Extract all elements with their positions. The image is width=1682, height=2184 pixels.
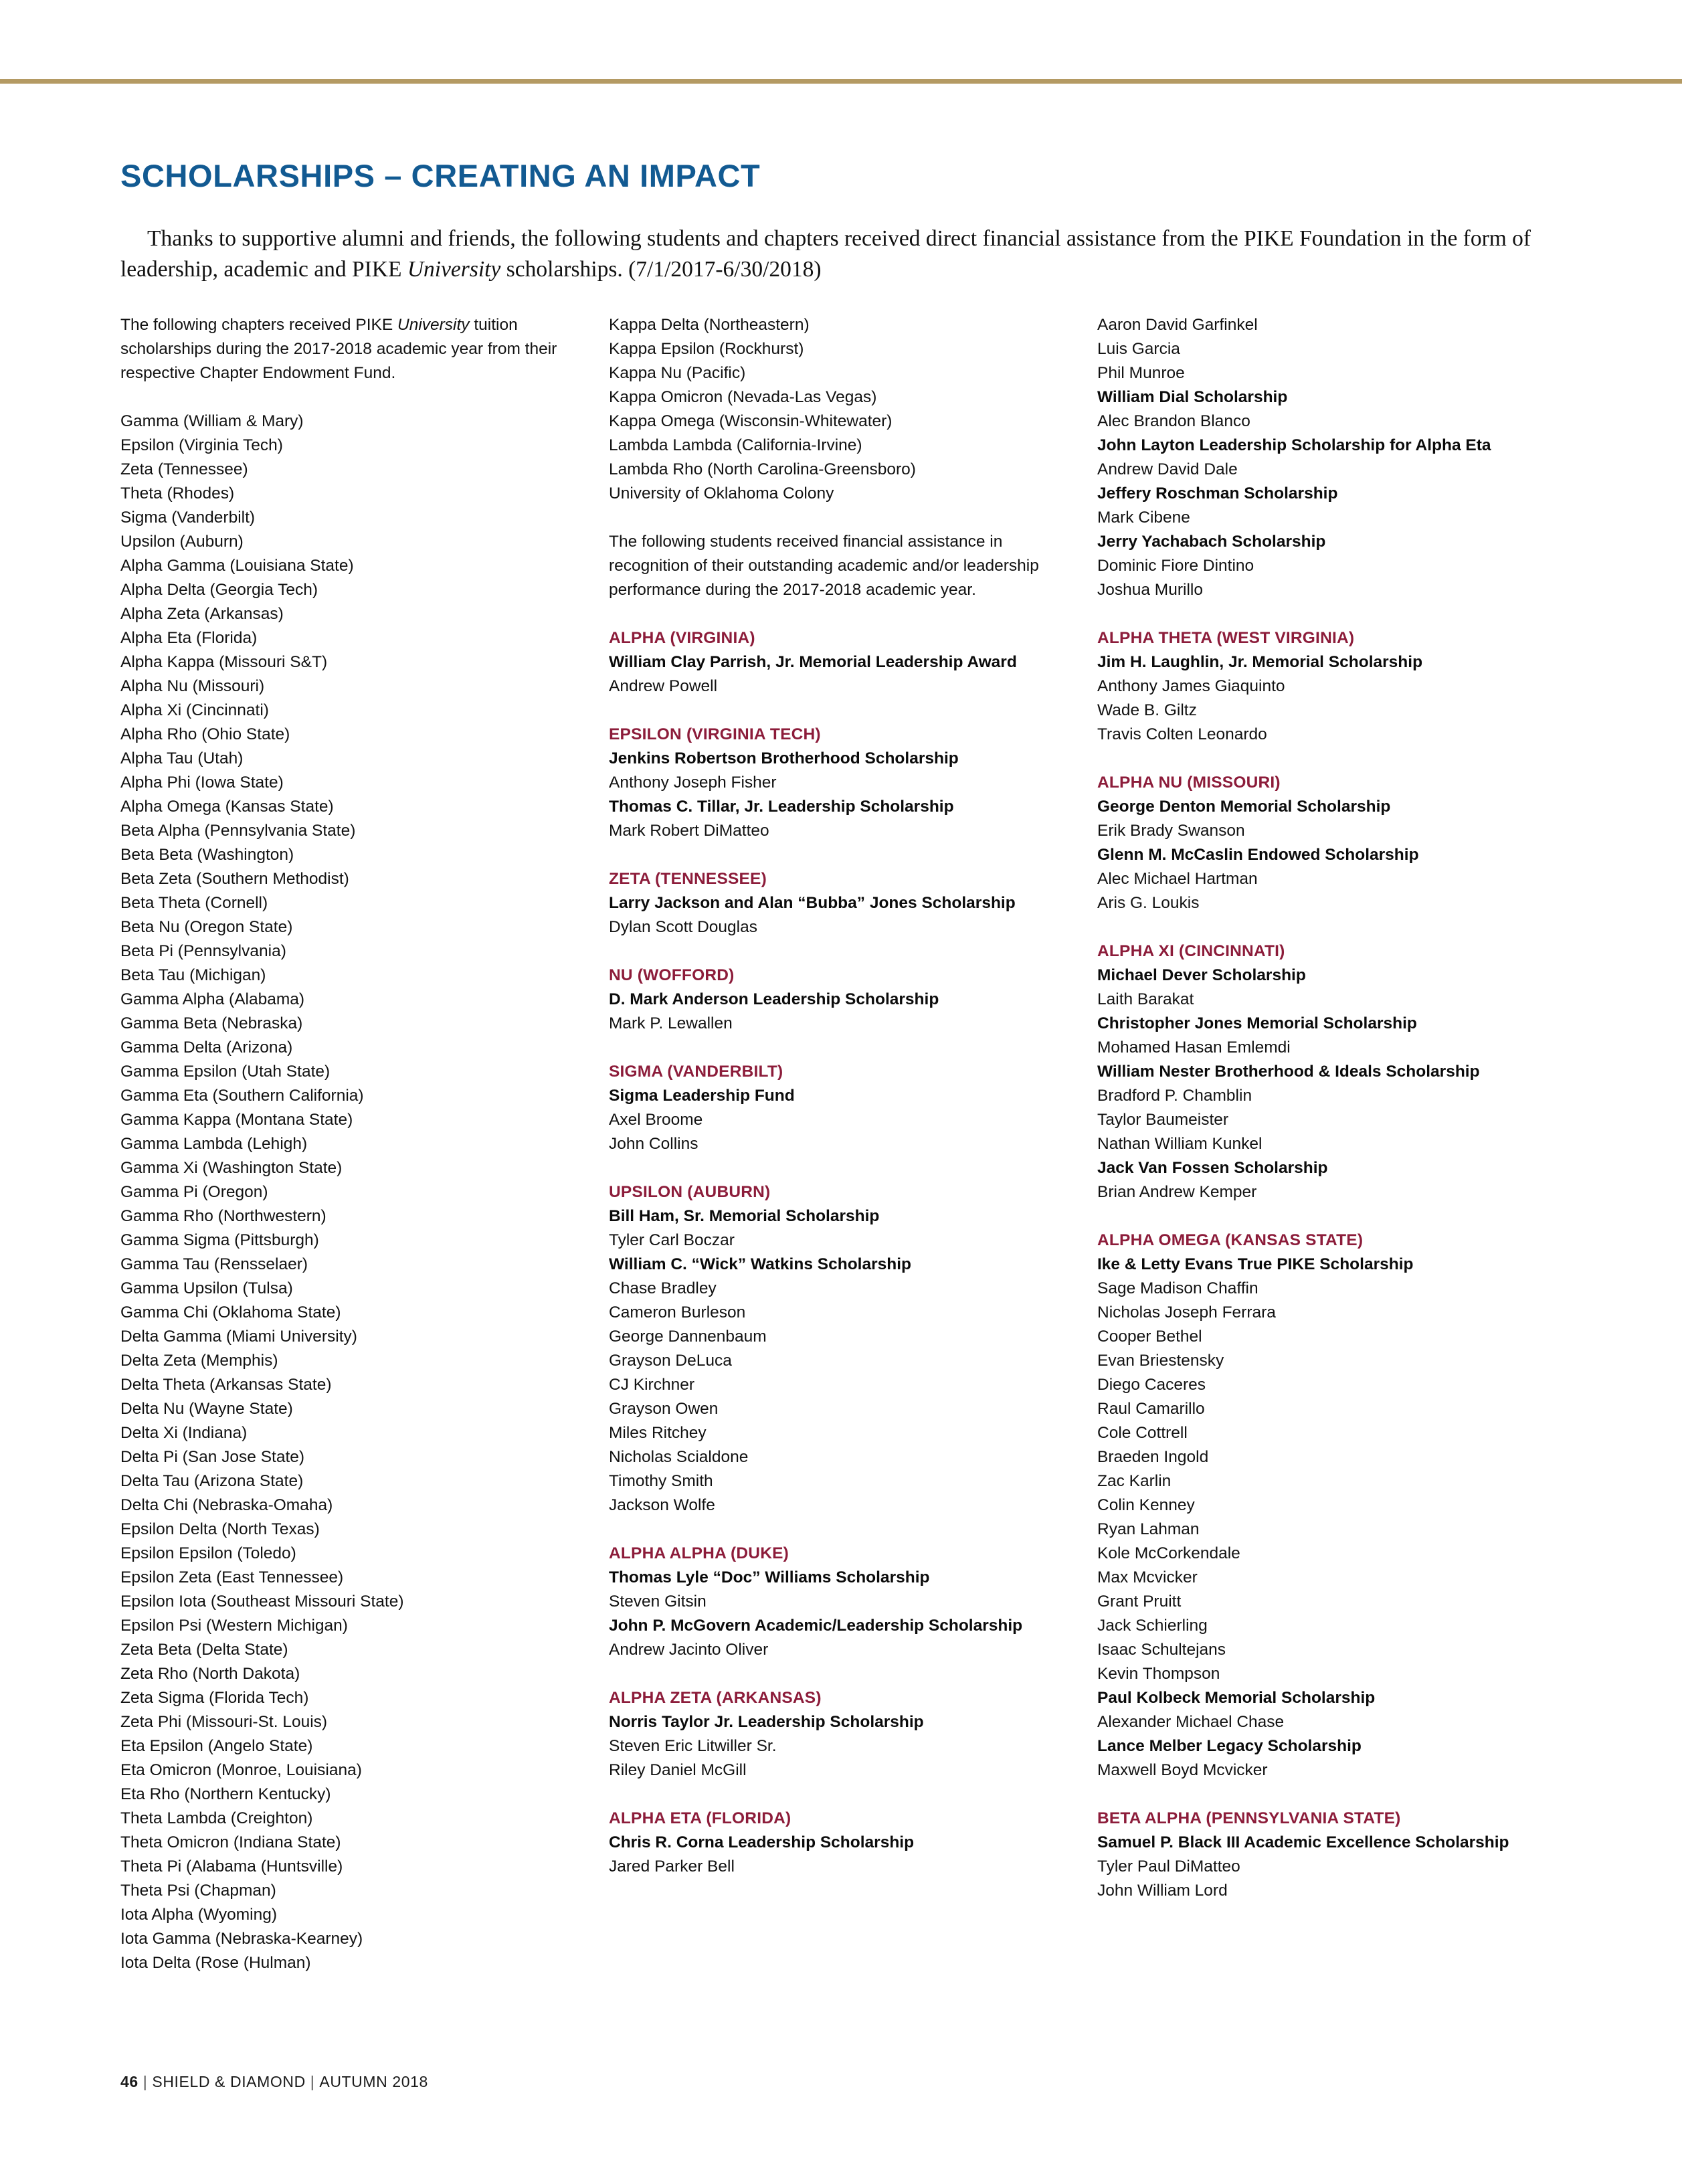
scholarship-name: John Layton Leadership Scholarship for Alpha Eta (1097, 436, 1491, 454)
recipient-name: Steven Gitsin (609, 1592, 707, 1611)
scholarship-name: Thomas Lyle “Doc” Williams Scholarship (609, 1568, 930, 1586)
chapter-list-item: Alpha Omega (Kansas State) (120, 798, 334, 816)
chapter-section-heading: ALPHA ETA (FLORIDA) (609, 1809, 791, 1827)
recipient-name: Grayson Owen (609, 1400, 719, 1418)
recipient-name: Bradford P. Chamblin (1097, 1087, 1252, 1105)
lead-part2: tuition scholarships during the 2017-2018 academic year from their respective Chapter Endowment Fund. (120, 316, 557, 382)
recipient-name: Cooper Bethel (1097, 1328, 1202, 1346)
chapter-list-item: Sigma (Vanderbilt) (120, 509, 256, 527)
chapter-list-item: Gamma Sigma (Pittsburgh) (120, 1231, 319, 1249)
recipient-name: Zac Karlin (1097, 1472, 1172, 1490)
chapter-list-item: Gamma Pi (Oregon) (120, 1183, 268, 1201)
recipient-name: Isaac Schultejans (1097, 1641, 1226, 1659)
recipient-name: Max Mcvicker (1097, 1568, 1198, 1586)
chapter-list-item: Iota Gamma (Nebraska-Kearney) (120, 1930, 363, 1948)
column-three (1097, 313, 1566, 1975)
chapter-section-heading: SIGMA (VANDERBILT) (609, 1063, 783, 1081)
chapter-list-item: Gamma Chi (Oklahoma State) (120, 1303, 341, 1322)
chapter-list-item: Iota Alpha (Wyoming) (120, 1906, 277, 1924)
chapter-scholarship-section (1097, 1228, 1566, 1783)
spacer (609, 1783, 1077, 1807)
chapter-list-item: Beta Tau (Michigan) (120, 966, 266, 984)
recipient-name: Miles Ritchey (609, 1424, 707, 1442)
recipient-name: Aaron David Garfinkel (1097, 316, 1258, 334)
chapter-list-item: Delta Chi (Nebraska-Omaha) (120, 1496, 333, 1514)
spacer (609, 602, 1077, 626)
chapter-list-item: Gamma (William & Mary) (120, 412, 304, 430)
spacer (1097, 1783, 1566, 1807)
chapter-list-item: Beta Beta (Washington) (120, 846, 294, 864)
recipient-name: Anthony James Giaquinto (1097, 677, 1285, 695)
chapter-list-item: Epsilon Iota (Southeast Missouri State) (120, 1592, 404, 1611)
intro-text-part2: scholarships. (7/1/2017-6/30/2018) (500, 256, 822, 282)
chapter-list-item: Beta Nu (Oregon State) (120, 918, 293, 936)
scholarship-name: Jack Van Fossen Scholarship (1097, 1159, 1328, 1177)
students-lead-paragraph: The following students received financial assistance in recognition of their outstanding academic and/or leadership performance during the 2017-2018 academic year. (609, 533, 1039, 599)
chapter-list-item: Epsilon Delta (North Texas) (120, 1520, 320, 1538)
recipient-name: Alexander Michael Chase (1097, 1713, 1285, 1731)
chapter-list-item: Delta Theta (Arkansas State) (120, 1376, 332, 1394)
chapter-list-item: Alpha Gamma (Louisiana State) (120, 557, 354, 575)
intro-text-part1: Thanks to supportive alumni and friends, the following students and chapters received direct financial assistance from the PIKE Foundation in the form of leadership, academic and PIKE (120, 225, 1531, 282)
scholarship-entries-continued (1097, 313, 1566, 602)
scholarship-name: Norris Taylor Jr. Leadership Scholarship (609, 1713, 924, 1731)
chapter-list (120, 410, 589, 1975)
recipient-name: Wade B. Giltz (1097, 701, 1197, 719)
chapter-list-item: Alpha Delta (Georgia Tech) (120, 581, 318, 599)
chapter-list-item: Theta (Rhodes) (120, 484, 235, 503)
recipient-name: Phil Munroe (1097, 364, 1185, 382)
recipient-name: Anthony Joseph Fisher (609, 774, 777, 792)
scholarship-name: Glenn M. McCaslin Endowed Scholarship (1097, 846, 1419, 864)
chapter-list-item: Theta Lambda (Creighton) (120, 1809, 313, 1827)
recipient-name: Raul Camarillo (1097, 1400, 1205, 1418)
chapter-list-item: Alpha Rho (Ohio State) (120, 725, 290, 743)
chapter-list-item: Gamma Upsilon (Tulsa) (120, 1279, 293, 1297)
scholarship-name: Chris R. Corna Leadership Scholarship (609, 1833, 915, 1851)
chapter-list-item: Kappa Omega (Wisconsin-Whitewater) (609, 412, 893, 430)
chapter-list-item: Alpha Kappa (Missouri S&T) (120, 653, 328, 671)
page-footer (120, 2073, 428, 2091)
spacer (1097, 602, 1566, 626)
recipient-name: Nathan William Kunkel (1097, 1135, 1263, 1153)
top-accent-rule (0, 79, 1682, 84)
scholarship-name: D. Mark Anderson Leadership Scholarship (609, 990, 939, 1008)
scholarship-name: Sigma Leadership Fund (609, 1087, 795, 1105)
lead-italic-university: University (397, 316, 470, 334)
recipient-name: Cole Cottrell (1097, 1424, 1188, 1442)
chapter-section-heading: BETA ALPHA (PENNSYLVANIA STATE) (1097, 1809, 1401, 1827)
scholarship-name: Michael Dever Scholarship (1097, 966, 1306, 984)
three-column-body (120, 313, 1566, 1975)
recipient-name: CJ Kirchner (609, 1376, 694, 1394)
scholarship-name: Jim H. Laughlin, Jr. Memorial Scholarship (1097, 653, 1423, 671)
recipient-name: Nicholas Joseph Ferrara (1097, 1303, 1276, 1322)
scholarship-name: Jerry Yachabach Scholarship (1097, 533, 1326, 551)
chapter-scholarship-section (609, 1180, 1077, 1518)
recipient-name: Erik Brady Swanson (1097, 822, 1245, 840)
recipient-name: Chase Bradley (609, 1279, 717, 1297)
recipient-name: Grant Pruitt (1097, 1592, 1182, 1611)
scholarship-name: Jeffery Roschman Scholarship (1097, 484, 1338, 503)
recipient-name: Nicholas Scialdone (609, 1448, 749, 1466)
chapter-list-item: Gamma Epsilon (Utah State) (120, 1063, 331, 1081)
chapter-list-item: Gamma Beta (Nebraska) (120, 1014, 303, 1032)
spacer (609, 1662, 1077, 1686)
recipient-name: John William Lord (1097, 1882, 1228, 1900)
chapter-section-heading: ALPHA ALPHA (DUKE) (609, 1544, 789, 1562)
chapter-scholarship-section (609, 1542, 1077, 1662)
chapter-list-item: Theta Psi (Chapman) (120, 1882, 276, 1900)
chapter-scholarship-section (609, 867, 1077, 939)
chapter-list-item: Epsilon Zeta (East Tennessee) (120, 1568, 344, 1586)
chapter-list-item: Alpha Nu (Missouri) (120, 677, 265, 695)
recipient-name: Tyler Paul DiMatteo (1097, 1857, 1240, 1876)
recipient-name: Tyler Carl Boczar (609, 1231, 735, 1249)
chapter-list-item: Gamma Xi (Washington State) (120, 1159, 343, 1177)
recipient-name: Travis Colten Leonardo (1097, 725, 1267, 743)
recipient-name: Axel Broome (609, 1111, 703, 1129)
chapter-list-item: Kappa Delta (Northeastern) (609, 316, 810, 334)
chapter-list-item: Gamma Alpha (Alabama) (120, 990, 305, 1008)
chapter-scholarship-section (1097, 771, 1566, 915)
chapter-scholarship-section (609, 1060, 1077, 1156)
spacer (609, 506, 1077, 530)
chapter-list-item: Delta Pi (San Jose State) (120, 1448, 305, 1466)
chapter-scholarship-section (609, 1807, 1077, 1879)
footer-publication-name: SHIELD & DIAMOND (152, 2073, 306, 2090)
recipient-name: Braeden Ingold (1097, 1448, 1209, 1466)
chapter-list-item: University of Oklahoma Colony (609, 484, 834, 503)
chapter-section-heading: ALPHA THETA (WEST VIRGINIA) (1097, 629, 1355, 647)
chapter-scholarship-section (1097, 626, 1566, 747)
chapter-list-item: Kappa Nu (Pacific) (609, 364, 746, 382)
chapter-list-item: Gamma Lambda (Lehigh) (120, 1135, 308, 1153)
recipient-name: Andrew Powell (609, 677, 718, 695)
chapter-scholarship-section (609, 964, 1077, 1036)
scholarship-name: William Nester Brotherhood & Ideals Scholarship (1097, 1063, 1480, 1081)
column-one (120, 313, 589, 1975)
scholarship-name: William C. “Wick” Watkins Scholarship (609, 1255, 911, 1273)
spacer (1097, 915, 1566, 939)
chapter-list-item: Delta Xi (Indiana) (120, 1424, 248, 1442)
recipient-name: Dylan Scott Douglas (609, 918, 757, 936)
scholarship-name: Thomas C. Tillar, Jr. Leadership Scholarship (609, 798, 954, 816)
lead-part1: The following chapters received PIKE (120, 316, 397, 334)
chapter-scholarship-section (609, 626, 1077, 699)
recipient-name: Sage Madison Chaffin (1097, 1279, 1258, 1297)
recipient-name: Riley Daniel McGill (609, 1761, 747, 1779)
recipient-name: George Dannenbaum (609, 1328, 767, 1346)
footer-issue: AUTUMN 2018 (319, 2073, 428, 2090)
recipient-name: Mark P. Lewallen (609, 1014, 733, 1032)
spacer (609, 1036, 1077, 1060)
chapter-list-item: Zeta (Tennessee) (120, 460, 248, 478)
recipient-name: Kole McCorkendale (1097, 1544, 1240, 1562)
recipient-name: Dominic Fiore Dintino (1097, 557, 1254, 575)
chapter-list-item: Lambda Rho (North Carolina-Greensboro) (609, 460, 916, 478)
chapter-list-item: Epsilon Epsilon (Toledo) (120, 1544, 296, 1562)
chapter-scholarship-section (609, 723, 1077, 843)
recipient-name: Mark Cibene (1097, 509, 1190, 527)
spacer (609, 1518, 1077, 1542)
intro-italic-university: University (407, 256, 501, 282)
chapter-list-item: Alpha Tau (Utah) (120, 749, 244, 767)
recipient-name: Andrew Jacinto Oliver (609, 1641, 769, 1659)
chapter-list-item: Gamma Tau (Rensselaer) (120, 1255, 308, 1273)
footer-separator-2: | (310, 2073, 315, 2090)
recipient-name: Luis Garcia (1097, 340, 1180, 358)
chapter-scholarship-section (609, 1686, 1077, 1783)
recipient-name: John Collins (609, 1135, 698, 1153)
chapter-list-continued (609, 313, 1077, 506)
scholarship-name: Ike & Letty Evans True PIKE Scholarship (1097, 1255, 1414, 1273)
recipient-name: Jackson Wolfe (609, 1496, 715, 1514)
scholarship-name: William Dial Scholarship (1097, 388, 1288, 406)
column-two (609, 313, 1077, 1975)
chapter-list-item: Epsilon (Virginia Tech) (120, 436, 283, 454)
recipient-name: Ryan Lahman (1097, 1520, 1200, 1538)
recipient-name: Brian Andrew Kemper (1097, 1183, 1257, 1201)
recipient-name: Cameron Burleson (609, 1303, 746, 1322)
chapter-list-item: Delta Gamma (Miami University) (120, 1328, 357, 1346)
chapter-list-item: Gamma Eta (Southern California) (120, 1087, 364, 1105)
chapter-list-item: Theta Omicron (Indiana State) (120, 1833, 341, 1851)
scholarship-sections (609, 602, 1077, 1879)
chapter-list-item: Gamma Kappa (Montana State) (120, 1111, 353, 1129)
chapter-list-item: Kappa Omicron (Nevada-Las Vegas) (609, 388, 877, 406)
recipient-name: Laith Barakat (1097, 990, 1194, 1008)
chapter-list-item: Zeta Beta (Delta State) (120, 1641, 288, 1659)
scholarship-name: Jenkins Robertson Brotherhood Scholarship (609, 749, 959, 767)
recipient-name: Evan Briestensky (1097, 1352, 1224, 1370)
chapter-list-item: Gamma Delta (Arizona) (120, 1038, 293, 1057)
chapter-list-item: Beta Theta (Cornell) (120, 894, 268, 912)
chapter-list-item: Theta Pi (Alabama (Huntsville) (120, 1857, 343, 1876)
recipient-name: Alec Michael Hartman (1097, 870, 1258, 888)
footer-separator-1: | (143, 2073, 148, 2090)
scholarship-name: Bill Ham, Sr. Memorial Scholarship (609, 1207, 880, 1225)
scholarship-name: Larry Jackson and Alan “Bubba” Jones Scholarship (609, 894, 1016, 912)
recipient-name: Grayson DeLuca (609, 1352, 732, 1370)
recipient-name: Alec Brandon Blanco (1097, 412, 1250, 430)
scholarship-sections (1097, 602, 1566, 1903)
chapter-list-item: Lambda Lambda (California-Irvine) (609, 436, 862, 454)
recipient-name: Jack Schierling (1097, 1617, 1208, 1635)
chapter-list-item: Delta Zeta (Memphis) (120, 1352, 278, 1370)
chapter-list-item: Beta Alpha (Pennsylvania State) (120, 822, 356, 840)
scholarship-name: Paul Kolbeck Memorial Scholarship (1097, 1689, 1376, 1707)
chapter-list-item: Kappa Epsilon (Rockhurst) (609, 340, 804, 358)
spacer (609, 699, 1077, 723)
chapter-section-heading: ALPHA XI (CINCINNATI) (1097, 942, 1285, 960)
recipient-name: Mark Robert DiMatteo (609, 822, 769, 840)
recipient-name: Steven Eric Litwiller Sr. (609, 1737, 777, 1755)
chapter-scholarship-section (1097, 1807, 1566, 1903)
chapter-list-item: Alpha Phi (Iowa State) (120, 774, 284, 792)
chapter-list-item: Epsilon Psi (Western Michigan) (120, 1617, 348, 1635)
recipient-name: Colin Kenney (1097, 1496, 1195, 1514)
scholarship-name: John P. McGovern Academic/Leadership Scholarship (609, 1617, 1023, 1635)
chapter-section-heading: ALPHA OMEGA (KANSAS STATE) (1097, 1231, 1364, 1249)
recipient-name: Andrew David Dale (1097, 460, 1238, 478)
chapter-section-heading: EPSILON (VIRGINIA TECH) (609, 725, 821, 743)
chapter-list-item: Iota Delta (Rose (Hulman) (120, 1954, 311, 1972)
chapter-list-item: Eta Omicron (Monroe, Louisiana) (120, 1761, 362, 1779)
scholarship-name: Samuel P. Black III Academic Excellence Scholarship (1097, 1833, 1509, 1851)
recipient-name: Timothy Smith (609, 1472, 713, 1490)
chapter-list-item: Alpha Zeta (Arkansas) (120, 605, 284, 623)
spacer (609, 1156, 1077, 1180)
recipient-name: Diego Caceres (1097, 1376, 1206, 1394)
chapter-list-item: Zeta Sigma (Florida Tech) (120, 1689, 309, 1707)
intro-paragraph (120, 223, 1566, 285)
recipient-name: Joshua Murillo (1097, 581, 1203, 599)
chapter-list-item: Alpha Xi (Cincinnati) (120, 701, 269, 719)
chapter-scholarship-section (1097, 939, 1566, 1204)
chapter-list-item: Zeta Phi (Missouri-St. Louis) (120, 1713, 328, 1731)
chapter-list-item: Beta Pi (Pennsylvania) (120, 942, 286, 960)
recipient-name: Mohamed Hasan Emlemdi (1097, 1038, 1291, 1057)
chapter-list-item: Delta Nu (Wayne State) (120, 1400, 293, 1418)
recipient-name: Kevin Thompson (1097, 1665, 1220, 1683)
recipient-name: Maxwell Boyd Mcvicker (1097, 1761, 1268, 1779)
chapter-list-item: Alpha Eta (Florida) (120, 629, 258, 647)
recipient-name: Taylor Baumeister (1097, 1111, 1229, 1129)
scholarship-name: George Denton Memorial Scholarship (1097, 798, 1391, 816)
chapter-list-item: Delta Tau (Arizona State) (120, 1472, 304, 1490)
chapter-section-heading: ALPHA NU (MISSOURI) (1097, 774, 1281, 792)
scholarship-name: Christopher Jones Memorial Scholarship (1097, 1014, 1417, 1032)
chapter-section-heading: ZETA (TENNESSEE) (609, 870, 767, 888)
scholarship-name: Lance Melber Legacy Scholarship (1097, 1737, 1362, 1755)
spacer (120, 385, 589, 410)
chapter-list-item: Eta Rho (Northern Kentucky) (120, 1785, 331, 1803)
chapter-list-item: Upsilon (Auburn) (120, 533, 244, 551)
recipient-name: Aris G. Loukis (1097, 894, 1200, 912)
chapter-section-heading: NU (WOFFORD) (609, 966, 735, 984)
chapter-list-item: Eta Epsilon (Angelo State) (120, 1737, 313, 1755)
spacer (609, 843, 1077, 867)
column-one-lead (120, 313, 589, 385)
footer-page-number: 46 (120, 2073, 138, 2090)
scholarship-name: William Clay Parrish, Jr. Memorial Leadership Award (609, 653, 1017, 671)
chapter-section-heading: ALPHA (VIRGINIA) (609, 629, 755, 647)
page-title: SCHOLARSHIPS – CREATING AN IMPACT (120, 158, 761, 194)
recipient-name: Jared Parker Bell (609, 1857, 735, 1876)
chapter-section-heading: ALPHA ZETA (ARKANSAS) (609, 1689, 822, 1707)
spacer (609, 939, 1077, 964)
chapter-section-heading: UPSILON (AUBURN) (609, 1183, 771, 1201)
chapter-list-item: Beta Zeta (Southern Methodist) (120, 870, 349, 888)
spacer (1097, 1204, 1566, 1228)
chapter-list-item: Zeta Rho (North Dakota) (120, 1665, 300, 1683)
chapter-list-item: Gamma Rho (Northwestern) (120, 1207, 326, 1225)
spacer (1097, 747, 1566, 771)
